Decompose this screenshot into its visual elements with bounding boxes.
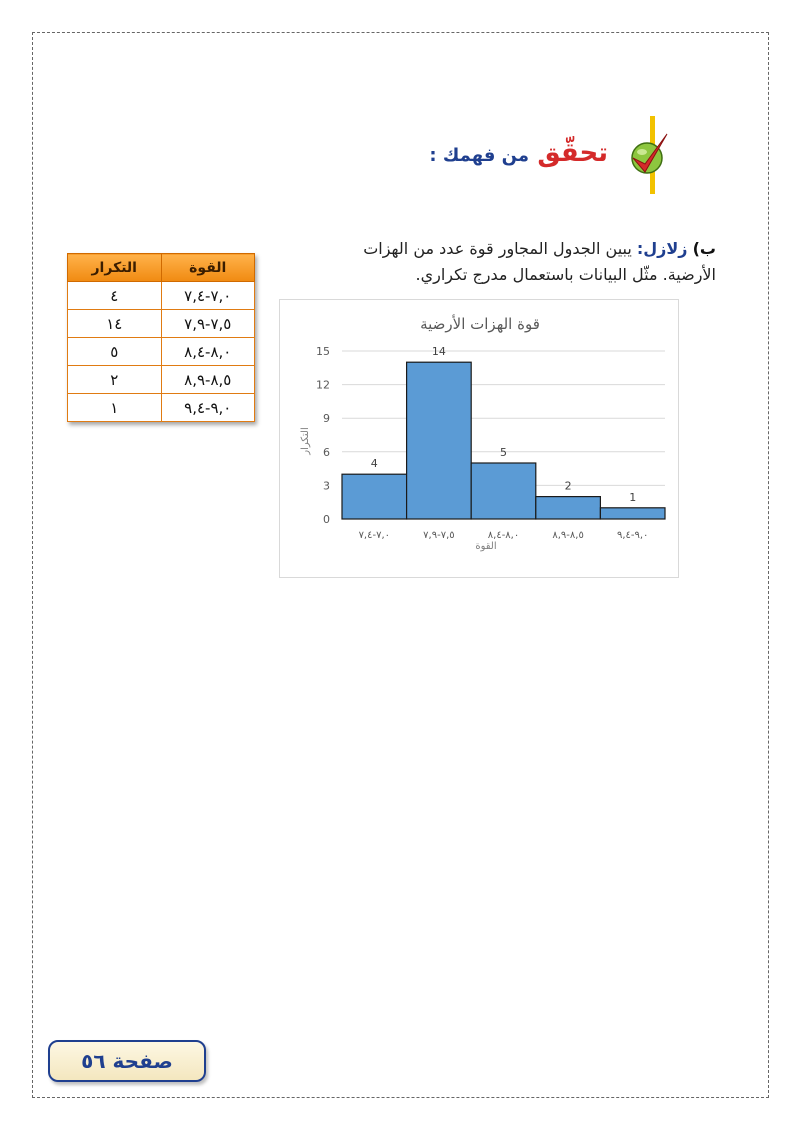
histogram-bar — [342, 474, 407, 519]
page-number-badge: صفحة ٥٦ — [48, 1040, 206, 1082]
y-tick-label: 6 — [323, 445, 330, 459]
table-cell-frequency: ١٤ — [68, 310, 162, 338]
x-tick-label: ٨,٥-٨,٩ — [552, 530, 584, 541]
histogram-bar — [600, 508, 665, 519]
bar-data-label: 4 — [370, 457, 378, 471]
table-cell-frequency: ٢ — [68, 366, 162, 394]
y-tick-label: 0 — [323, 513, 330, 526]
question-text — [296, 236, 716, 288]
question-letter: ب) — [692, 239, 716, 258]
x-tick-label: ٧,٥-٧,٩ — [423, 530, 455, 541]
y-tick-label: 15 — [316, 345, 330, 358]
x-tick-label: ٧,٠-٧,٤ — [358, 530, 391, 541]
page-title — [429, 138, 608, 168]
y-tick-label: 9 — [323, 412, 330, 426]
checkmark-icon — [625, 128, 669, 180]
table-cell-frequency: ٥ — [68, 338, 162, 366]
question-line-1 — [296, 236, 716, 262]
table-row — [68, 394, 255, 422]
bar-data-label: 14 — [431, 345, 446, 359]
x-axis-title: القوة — [475, 541, 497, 552]
x-tick-label: ٨,٠-٨,٤ — [487, 530, 520, 541]
frequency-table — [67, 253, 255, 422]
question-keyword: زلازل: — [636, 239, 688, 258]
table-row — [68, 310, 255, 338]
section-header — [429, 116, 670, 196]
title-sub: من فهمك : — [429, 145, 529, 166]
table-row — [68, 366, 255, 394]
histogram-bar — [536, 497, 601, 519]
chart-title: قوة الهزات الأرضية — [420, 315, 540, 333]
histogram-bar — [407, 362, 472, 519]
table-header-magnitude: القوة — [161, 254, 255, 282]
y-axis-title: التكرار — [300, 427, 311, 455]
y-tick-label: 3 — [323, 479, 330, 493]
histogram-chart — [279, 299, 679, 578]
table-cell-frequency: ٤ — [68, 282, 162, 310]
bar-data-label: 1 — [629, 490, 637, 504]
table-cell-magnitude: ٧,٥-٧,٩ — [161, 310, 255, 338]
table-row — [68, 338, 255, 366]
table-cell-magnitude: ٧,٠-٧,٤ — [161, 282, 255, 310]
bar-data-label: 2 — [564, 479, 572, 493]
table-cell-frequency: ١ — [68, 394, 162, 422]
title-main: تحقّق — [537, 138, 608, 168]
question-line-2: الأرضية. مثّل البيانات باستعمال مدرج تكراري. — [415, 265, 716, 284]
y-tick-label: 12 — [316, 378, 330, 392]
chart-canvas — [280, 300, 680, 579]
histogram-bar — [471, 463, 536, 519]
table-row — [68, 282, 255, 310]
table-header-row — [68, 254, 255, 282]
table-cell-magnitude: ٨,٥-٨,٩ — [161, 366, 255, 394]
table-header-frequency: التكرار — [68, 254, 162, 282]
x-tick-label: ٩,٠-٩,٤ — [616, 530, 649, 541]
question-line-1-text: يبين الجدول المجاور قوة عدد من الهزات — [363, 239, 632, 258]
table-cell-magnitude: ٩,٠-٩,٤ — [161, 394, 255, 422]
table-cell-magnitude: ٨,٠-٨,٤ — [161, 338, 255, 366]
bar-data-label: 5 — [500, 446, 507, 459]
